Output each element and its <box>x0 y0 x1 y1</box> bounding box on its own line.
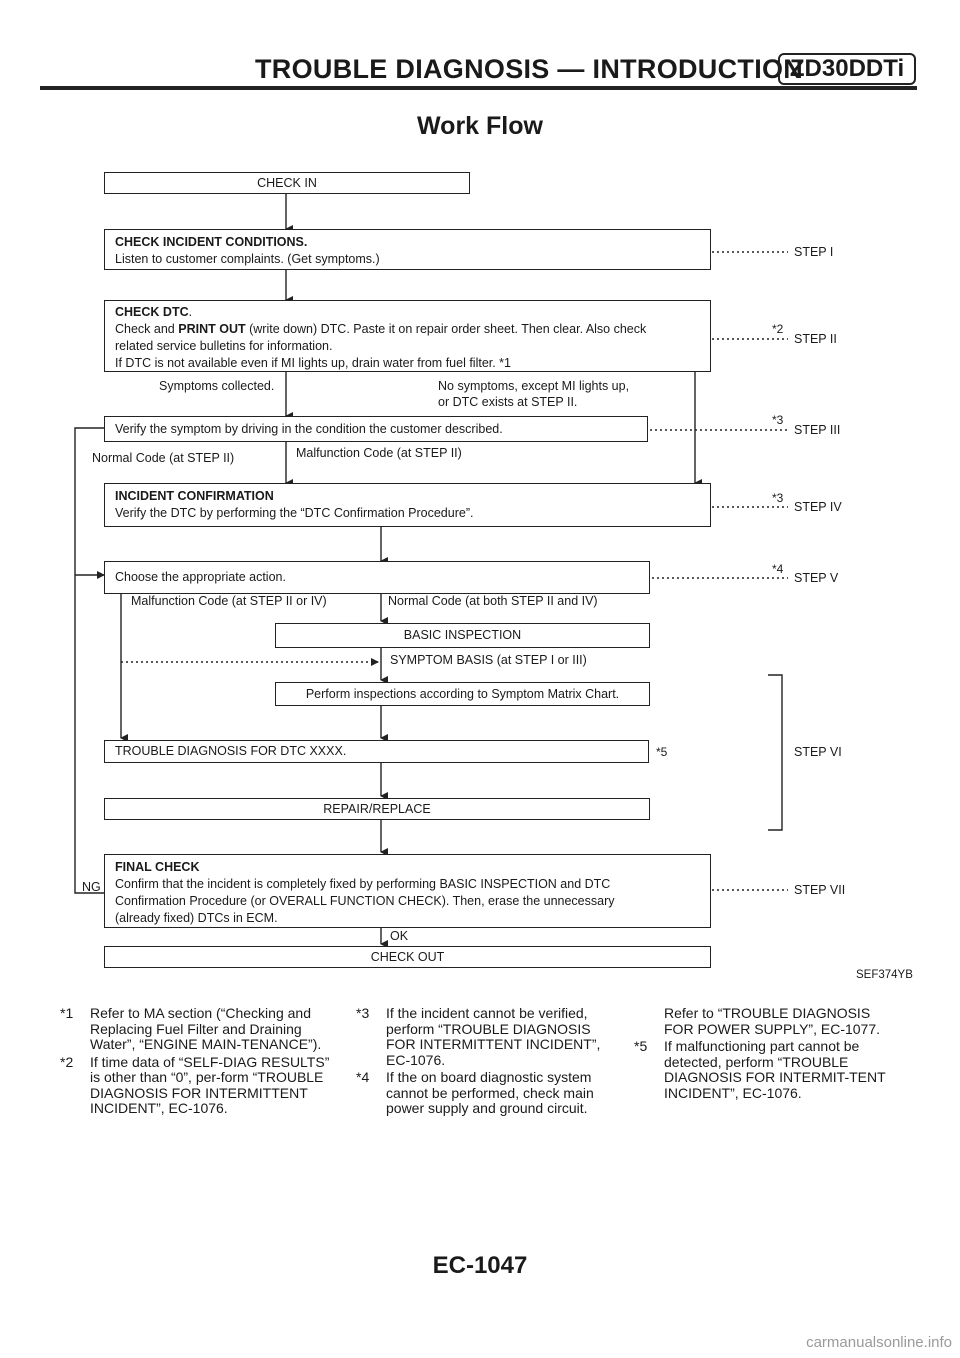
incident-confirmation-text: Verify the DTC by performing the “DTC Confirmation Procedure”. <box>115 506 474 520</box>
normal-code-both-label: Normal Code (at both STEP II and IV) <box>388 594 598 608</box>
note-1: *1 Refer to MA section (“Checking and Replacing Fuel Filter and Draining Water”, “ENGINE MAIN-TENANCE”). <box>60 1005 322 1052</box>
check-dtc-line1-post: (write down) DTC. Paste it on repair order sheet. Then clear. Also check <box>249 322 647 336</box>
step-5-label: STEP V <box>794 571 839 585</box>
figure-id: SEF374YB <box>856 969 913 981</box>
note-4: *4 If the on board diagnostic system cannot be performed, check main power supply and ground circuit. <box>356 1069 594 1116</box>
notes-column-1 <box>60 1006 330 1117</box>
ref-3a: *3 <box>772 413 784 427</box>
ng-loop-line <box>75 428 104 893</box>
final-check-line2: Confirmation Procedure (or OVERALL FUNCTION CHECK). Then, erase the unnecessary <box>115 894 615 908</box>
ref-4: *4 <box>772 562 784 576</box>
ref-5: *5 <box>656 745 668 759</box>
note-5: *5 If malfunctioning part cannot be detected, perform “TROUBLE DIAGNOSIS FOR INTERMIT-TENT INCIDENT”, EC-1076. <box>634 1038 886 1101</box>
step-1-label: STEP I <box>794 245 834 259</box>
symptoms-collected-label: Symptoms collected. <box>159 379 275 393</box>
ref-2: *2 <box>772 322 784 336</box>
check-dtc-title: CHECK DTC <box>115 305 189 319</box>
ok-label: OK <box>390 929 409 943</box>
final-check-box <box>104 854 711 928</box>
step-6-label: STEP VI <box>794 745 842 759</box>
trouble-diagnosis-dtc-box: TROUBLE DIAGNOSIS FOR DTC XXXX. <box>104 740 649 763</box>
section-title: TROUBLE DIAGNOSIS — INTRODUCTION <box>255 54 804 84</box>
normal-code-step2-label: Normal Code (at STEP II) <box>92 451 235 465</box>
check-dtc-line3: If DTC is not available even if MI lights up, drain water from fuel filter. *1 <box>115 356 512 370</box>
note-4-continued: Refer to “TROUBLE DIAGNOSIS FOR POWER SUPPLY”, EC-1077. <box>664 1005 881 1037</box>
step-3-label: STEP III <box>794 423 841 437</box>
page-code: EC-1047 <box>432 1252 528 1279</box>
ref-3b: *3 <box>772 491 784 505</box>
choose-action-box: Choose the appropriate action. <box>104 561 650 594</box>
step-2-label: STEP II <box>794 332 837 346</box>
check-dtc-line1-pre: Check and <box>115 322 175 336</box>
repair-replace-box: REPAIR/REPLACE <box>104 798 650 820</box>
no-symptoms-label-1: No symptoms, except MI lights up, <box>438 379 630 393</box>
no-symptoms-label-2: or DTC exists at STEP II. <box>438 395 578 409</box>
check-dtc-box: CHECK DTC. Check and PRINT OUT (write down) DTC. Paste it on repair order sheet. Then clear. Also check related service bulletins for information. If DTC is not available even if MI lights up, drain water from fuel filter. *1 <box>104 300 711 372</box>
step-7-label: STEP VII <box>794 883 846 897</box>
perform-inspections-box: Perform inspections according to Symptom Matrix Chart. <box>275 682 650 706</box>
ng-label: NG <box>82 880 101 894</box>
step6-bracket <box>768 675 782 830</box>
final-check-line1: Confirm that the incident is completely fixed by performing BASIC INSPECTION and DTC <box>115 877 611 891</box>
notes-column-2 <box>356 1006 618 1117</box>
page-title: Work Flow <box>417 112 543 140</box>
step-4-label: STEP IV <box>794 500 842 514</box>
incident-conditions-box <box>104 229 711 270</box>
note-2: *2 If time data of “SELF-DIAG RESULTS” is other than “0”, per-form “TROUBLE DIAGNOSIS FOR INTERMITTENT INCIDENT”, EC-1076. <box>60 1053 330 1116</box>
verify-symptom-box: Verify the symptom by driving in the condition the customer described. <box>104 416 648 442</box>
check-out-box: CHECK OUT <box>104 946 711 968</box>
incident-confirmation-box <box>104 483 711 527</box>
final-check-title: FINAL CHECK <box>115 860 200 874</box>
symptom-basis-label: SYMPTOM BASIS (at STEP I or III) <box>390 653 587 667</box>
check-dtc-line2: related service bulletins for information. <box>115 339 333 353</box>
basic-inspection-box: BASIC INSPECTION <box>275 623 650 648</box>
malfunction-code-2-4-label: Malfunction Code (at STEP II or IV) <box>131 594 327 608</box>
notes-column-3 <box>634 1006 896 1101</box>
watermark: carmanualsonline.info <box>806 1334 952 1351</box>
print-out-label: PRINT OUT <box>178 322 246 336</box>
incident-conditions-text: Listen to customer complaints. (Get symptoms.) <box>115 252 380 266</box>
final-check-line3: (already fixed) DTCs in ECM. <box>115 911 278 925</box>
incident-conditions-title: CHECK INCIDENT CONDITIONS. <box>115 235 308 249</box>
check-in-box: CHECK IN <box>104 172 470 194</box>
malfunction-code-step2-label: Malfunction Code (at STEP II) <box>296 446 462 460</box>
engine-badge: ZD30DDTi <box>778 53 916 85</box>
note-3: *3 If the incident cannot be verified, perform “TROUBLE DIAGNOSIS FOR INTERMITTENT INCIDENT”, EC-1076. <box>356 1005 601 1068</box>
incident-confirmation-title: INCIDENT CONFIRMATION <box>115 489 274 503</box>
